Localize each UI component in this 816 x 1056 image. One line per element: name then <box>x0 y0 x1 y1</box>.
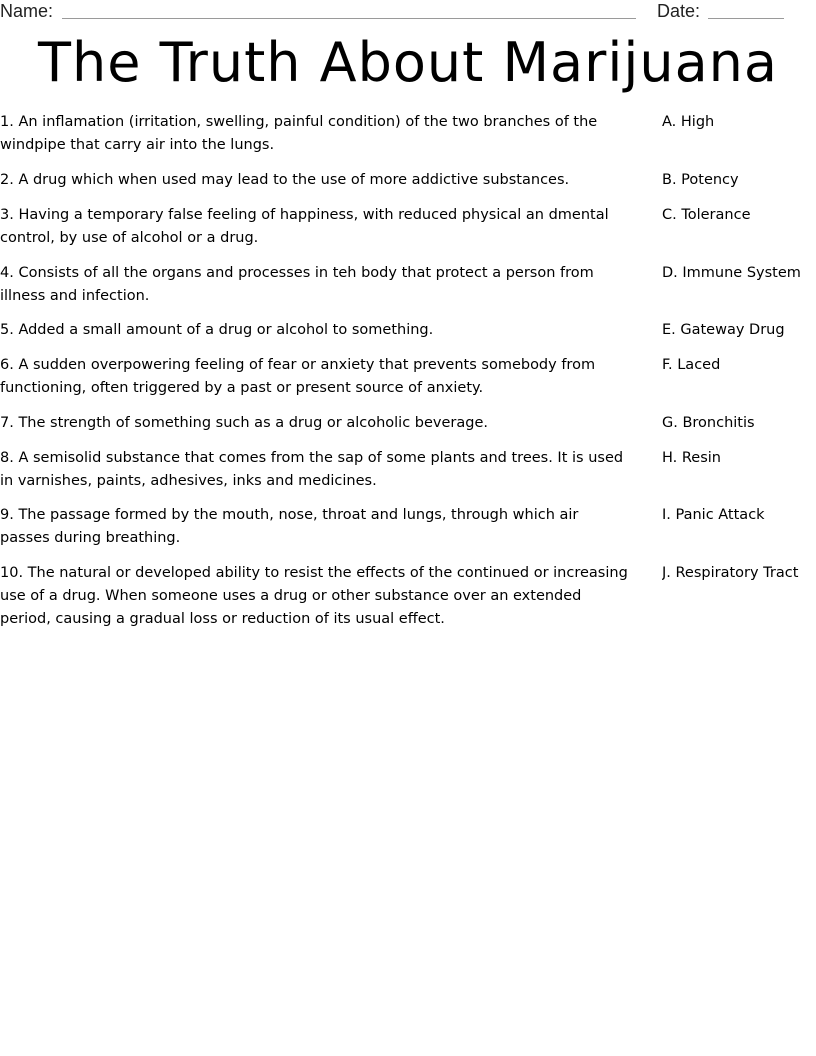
question-10: 10. The natural or developed ability to resist the effects of the continued or increasing use of a drug. When someone uses a drug or other substance over an extended period, causing a gradual loss or reduction of its usual effect. <box>0 565 628 627</box>
question-4: 4. Consists of all the organs and processes in teh body that protect a person from illness and infection. <box>0 265 594 304</box>
answer-a: A. High <box>662 114 715 130</box>
name-blank-line <box>62 18 636 19</box>
answer-c: C. Tolerance <box>662 207 751 223</box>
question-2: 2. A drug which when used may lead to the use of more addictive substances. <box>0 172 570 188</box>
worksheet-header <box>0 0 816 24</box>
date-blank-line <box>708 18 784 19</box>
answer-h: H. Resin <box>662 450 721 466</box>
question-1: 1. An inflamation (irritation, swelling, painful condition) of the two branches of the windpipe that carry air into the lungs. <box>0 114 598 153</box>
answer-d: D. Immune System <box>662 265 801 281</box>
question-9: 9. The passage formed by the mouth, nose, throat and lungs, through which air passes during breathing. <box>0 507 579 546</box>
name-label: Name: <box>0 1 54 21</box>
question-6: 6. A sudden overpowering feeling of fear or anxiety that prevents somebody from functioning, often triggered by a past or present source of anxiety. <box>0 357 596 396</box>
question-3: 3. Having a temporary false feeling of happiness, with reduced physical an dmental control, by use of alcohol or a drug. <box>0 207 609 246</box>
answer-f: F. Laced <box>662 357 721 373</box>
page-title: The Truth About Marijuana <box>38 31 778 94</box>
answer-e: E. Gateway Drug <box>662 322 785 338</box>
answer-b: B. Potency <box>662 172 739 188</box>
question-8: 8. A semisolid substance that comes from the sap of some plants and trees. It is used in varnishes, paints, adhesives, inks and medicines. <box>0 450 624 489</box>
answer-g: G. Bronchitis <box>662 415 755 431</box>
date-label: Date: <box>657 1 701 21</box>
answer-i: I. Panic Attack <box>662 507 765 523</box>
question-7: 7. The strength of something such as a drug or alcoholic beverage. <box>0 415 489 431</box>
question-5: 5. Added a small amount of a drug or alcohol to something. <box>0 322 434 338</box>
answer-j: J. Respiratory Tract <box>662 565 799 581</box>
